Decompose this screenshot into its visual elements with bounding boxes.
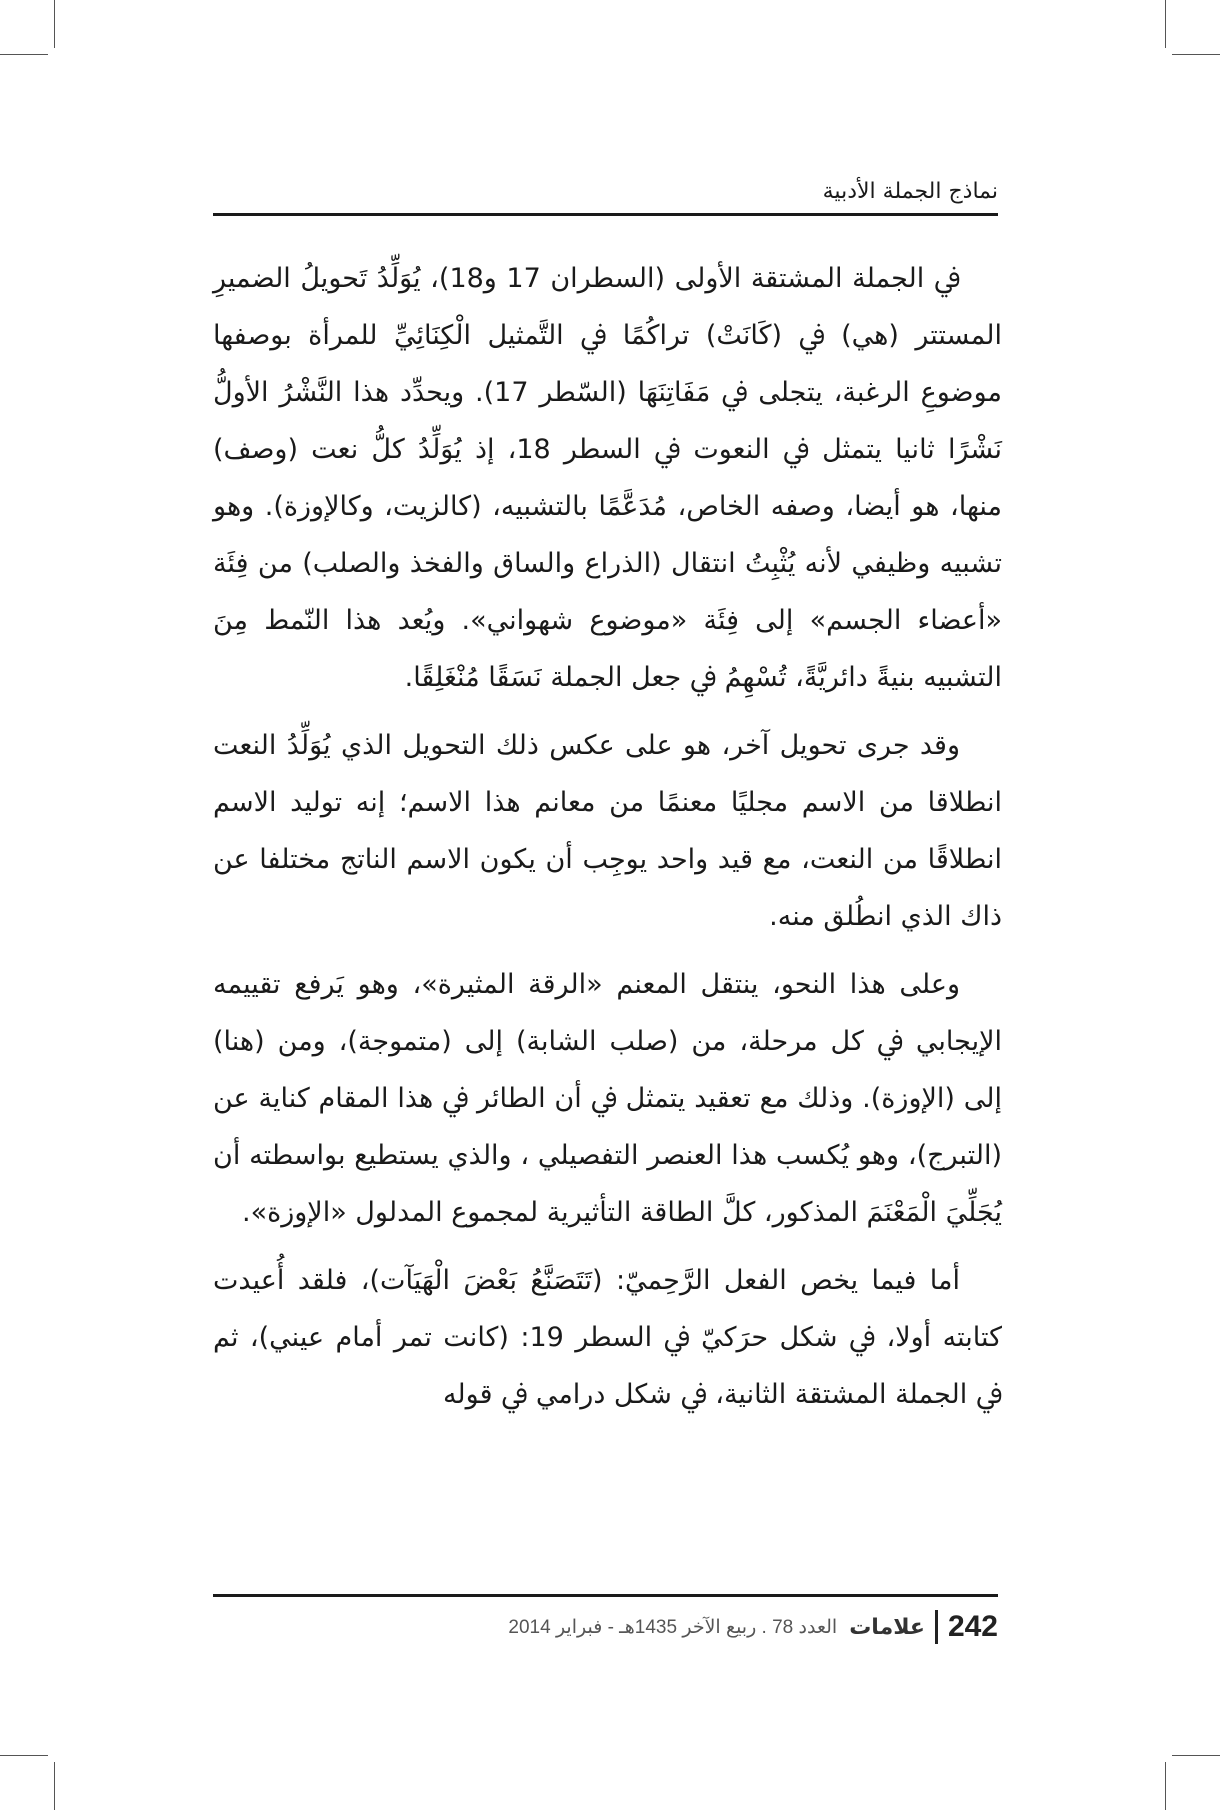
crop-mark-bottom-left-h [0, 1755, 48, 1756]
paragraph-4: أما فيما يخص الفعل الرَّحِميّ: (تَتَصَنَّعُ بَعْضَ الْهَيَآت)، فلقد أُعيدت كتابته أولا، ﰲ شكل حرَكيّ ﰲ السطر 19: (كانت تمر أمام عيني)، ثم ﰲ الجملة المشتقة الثانية، ﰲ شكل درامي ﰲ قوله [213, 1265, 1002, 1410]
crop-mark-top-right-h [1172, 54, 1220, 55]
paragraph-2: وقد جرى تحويل آخر، هو على عكس ذلك التحويل الذي يُوَلِّدُ النعت انطلاقا من الاسم مجليًا معنمًا من معانم هذا الاسم؛ إنه توليد الاسم انطلاقًا من النعت، مع قيد واحد يوجِب أن يكون الاسم الناتج مختلفا عن ذاك الذي انطُلق منه. [213, 730, 1002, 932]
crop-mark-top-right [1165, 0, 1166, 48]
header-rule [213, 213, 998, 216]
paragraph-3: وعلى هذا النحو، ينتقل المعنم «الرقة المثيرة»، وهو يَرفع تقييمه الإيجابي ﰲ كل مرحلة، من (صلب الشابة) إلى (متموجة)، ومن (هنا) إلى (الإوزة). وذلك مع تعقيد يتمثل ﰲ أن الطائر ﰲ هذا المقام كناية عن (التبرج)، وهو يُكسب هذا العنصر التفصيلي ، والذي يستطيع بواسطته أن يُجَلِّيَ الْمَعْنَمَ المذكور، كلَّ الطاقة التأثيرية لمجموع المدلول «الإوزة». [213, 969, 1002, 1228]
paragraph-1: ﰲ الجملة المشتقة الأولى (السطران 17 و18)، يُوَلِّدُ تَحويلُ الضميرِ المستتر (هي) ﰲ (كَانَتْ) تراكُمًا ﰲ التَّمثيل الْكِنَائِيِّ للمرأة بوصفها موضوعِ الرغبة، يتجلى ﰲ مَفَاتِنَهَا (السّطر 17). ويحدِّد هذا النَّشْرُ الأولُّ نَشْرًا ثانيا يتمثل ﰲ النعوت ﰲ السطر 18، إذ يُوَلِّدُ كلُّ نعت (وصف) منها، هو أيضا، وصفه الخاص، مُدَعَّمًا بالتشبيه، (كالزيت، وكالإوزة). وهو تشبيه وظيفي لأنه يُثْبِتُ انتقال (الذراع والساق والفخذ والصلب) من فِئَة «أعضاء الجسم» إلى فِئَة «موضوع شهواني». ويُعد هذا النّمط مِنَ التشبيه بنيةً دائريَّةً، تُسْهِمُ ﰲ جعل الجملة نَسَقًا مُنْغَلِقًا. [213, 263, 1003, 693]
footer-divider [935, 1610, 938, 1644]
crop-mark-bottom-right-h [1172, 1755, 1220, 1756]
body-text [213, 250, 1002, 1434]
crop-mark-top-left [54, 0, 55, 48]
journal-logo: علامات [849, 1614, 925, 1640]
footer-rule [213, 1594, 998, 1597]
page-number: 242 [947, 1610, 998, 1643]
crop-mark-bottom-right [1165, 1762, 1166, 1810]
issue-info: العدد 78 . ربيع الآخر 1435هـ - فبراير 2014 [508, 1616, 838, 1638]
crop-mark-top-left-h [0, 54, 48, 55]
running-title: نماذج الجملة الأدبية [822, 179, 998, 204]
footer [222, 1602, 998, 1652]
crop-mark-bottom-left [54, 1762, 55, 1810]
